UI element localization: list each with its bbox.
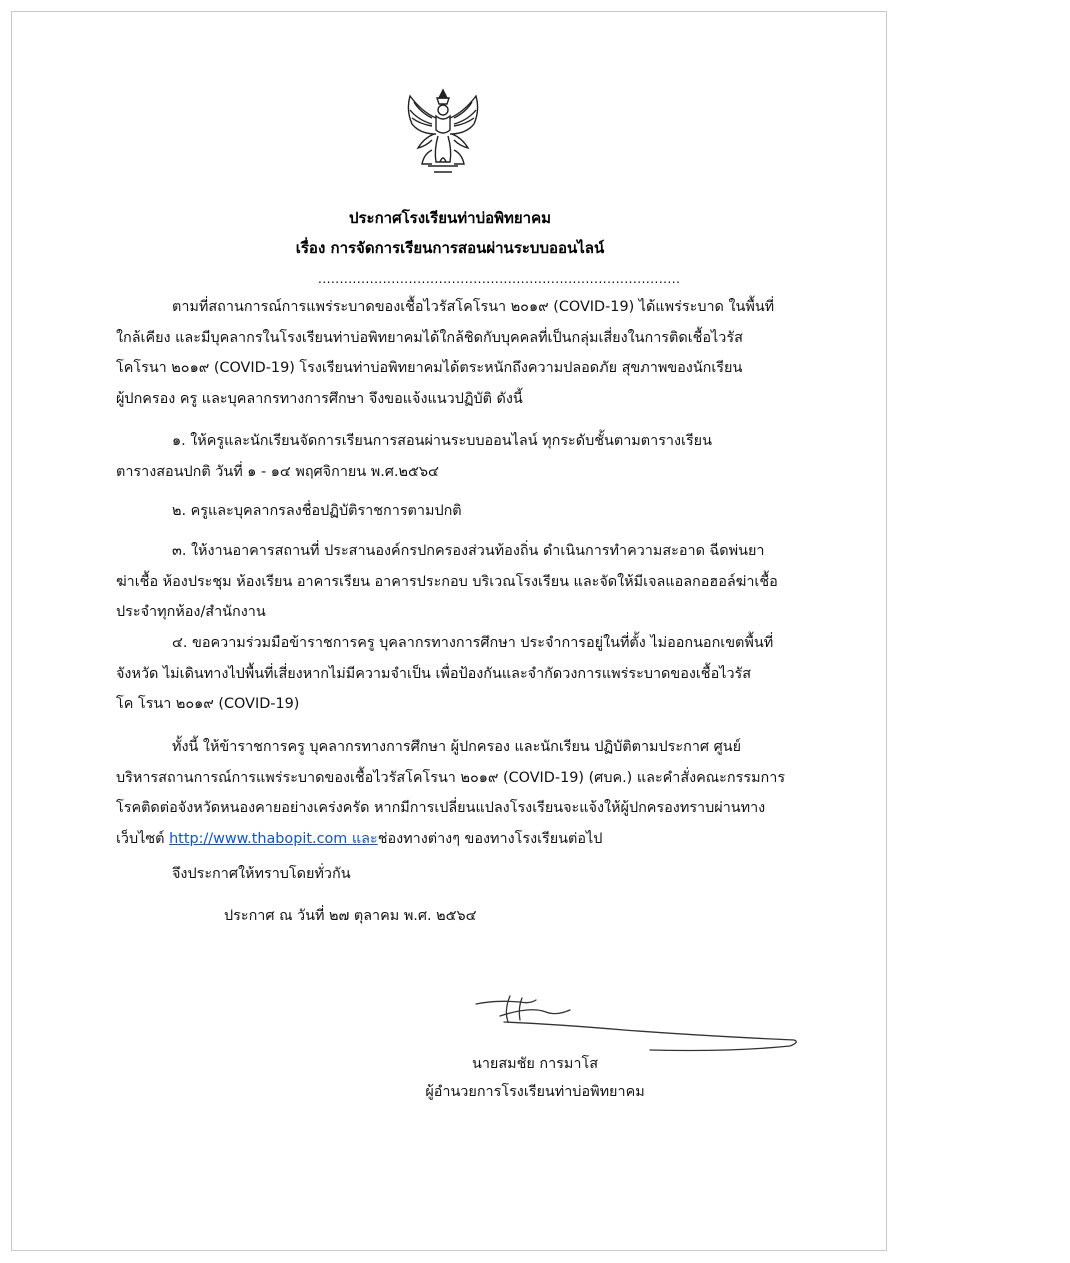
item-4-line: ๔. ขอความร่วมมือข้าราชการครู บุคลากรทางการศึกษา ประจำการอยู่ในที่ตั้ง ไม่ออกนอกเขตพื้นที่ bbox=[172, 635, 774, 651]
school-website-link[interactable]: http://www.thabopit.com และ bbox=[169, 830, 378, 847]
signatory-name: นายสมชัย การมาโส bbox=[472, 1056, 598, 1072]
item-4 bbox=[116, 628, 784, 720]
intro-line: ใกล้เคียง และมีบุคลากรในโรงเรียนท่าบ่อพิทยาคมได้ใกล้ชิดกับบุคคลที่เป็นกลุ่มเสี่ยงในการติดเชื้อไวรัส bbox=[116, 329, 743, 346]
item-2: ๒. ครูและบุคลากรลงชื่อปฏิบัติราชการตามปกติ bbox=[172, 503, 462, 519]
item-4-line: จังหวัด ไม่เดินทางไปพื้นที่เสี่ยงหากไม่มีความจำเป็น เพื่อป้องกันและจำกัดวงการแพร่ระบาดของเชื้อไวรัส bbox=[116, 665, 752, 682]
item-1-line: ตารางสอนปกติ วันที่ ๑ - ๑๔ พฤศจิกายน พ.ศ.๒๕๖๔ bbox=[116, 463, 439, 480]
item-3-line: ฆ่าเชื้อ ห้องประชุม ห้องเรียน อาคารเรียน อาคารประกอบ บริเวณโรงเรียน และจัดให้มีเจลแอลกอฮอล์ฆ่าเชื้อ bbox=[116, 573, 778, 590]
announce-line: จึงประกาศให้ทราบโดยทั่วกัน bbox=[172, 866, 351, 882]
item-4-line: โค โรนา ๒๐๑๙ (COVID-19) bbox=[116, 696, 300, 712]
item-3-line: ประจำทุกห้อง/สำนักงาน bbox=[116, 604, 266, 620]
closing-prefix: เว็บไซต์ bbox=[116, 830, 170, 847]
item-3-line: ๓. ให้งานอาคารสถานที่ ประสานองค์กรปกครองส่วนท้องถิ่น ดำเนินการทำความสะอาด ฉีดพ่นยา bbox=[172, 543, 765, 559]
announcement-title: ประกาศโรงเรียนท่าบ่อพิทยาคม bbox=[348, 209, 552, 227]
intro-line: ตามที่สถานการณ์การแพร่ระบาดของเชื้อไวรัสโคโรนา ๒๐๑๙ (COVID-19) ได้แพร่ระบาด ในพื้นที่ bbox=[172, 299, 775, 315]
title-separator: .................................................................................... bbox=[318, 272, 681, 286]
closing-line: ทั้งนี้ ให้ข้าราชการครู บุคลากรทางการศึกษา ผู้ปกครอง และนักเรียน ปฏิบัติตามประกาศ ศูนย์ bbox=[172, 739, 742, 755]
item-3 bbox=[116, 536, 784, 628]
closing-line: โรคติดต่อจังหวัดหนองคายอย่างเคร่งครัด หากมีการเปลี่ยนแปลงโรงเรียนจะแจ้งให้ผู้ปกครองทราบผ่านทาง bbox=[116, 800, 766, 816]
intro-paragraph bbox=[116, 292, 784, 414]
closing-last-line bbox=[116, 824, 784, 855]
closing-line: บริหารสถานการณ์การแพร่ระบาดของเชื้อไวรัสโคโรนา ๒๐๑๙ (COVID-19) (ศบค.) และคำสั่งคณะกรรมการ bbox=[116, 769, 786, 786]
signature-image bbox=[470, 990, 810, 1052]
closing-paragraph bbox=[116, 732, 784, 854]
date-line: ประกาศ ณ วันที่ ๒๗ ตุลาคม พ.ศ. ๒๕๖๔ bbox=[224, 908, 477, 924]
garuda-emblem-icon bbox=[400, 86, 486, 178]
item-1-line: ๑. ให้ครูและนักเรียนจัดการเรียนการสอนผ่านระบบออนไลน์ ทุกระดับชั้นตามตารางเรียน bbox=[172, 433, 712, 449]
announcement-subject: เรื่อง การจัดการเรียนการสอนผ่านระบบออนไลน์ bbox=[295, 239, 605, 257]
intro-line: โคโรนา ๒๐๑๙ (COVID-19) โรงเรียนท่าบ่อพิทยาคมได้ตระหนักถึงความปลอดภัย สุขภาพของนักเรียน bbox=[116, 360, 743, 376]
item-1 bbox=[116, 426, 784, 487]
intro-line: ผู้ปกครอง ครู และบุคลากรทางการศึกษา จึงขอแจ้งแนวปฏิบัติ ดังนี้ bbox=[116, 390, 523, 407]
closing-suffix: ช่องทางต่างๆ ของทางโรงเรียนต่อไป bbox=[377, 830, 603, 847]
signatory-position: ผู้อำนวยการโรงเรียนท่าบ่อพิทยาคม bbox=[425, 1084, 645, 1100]
